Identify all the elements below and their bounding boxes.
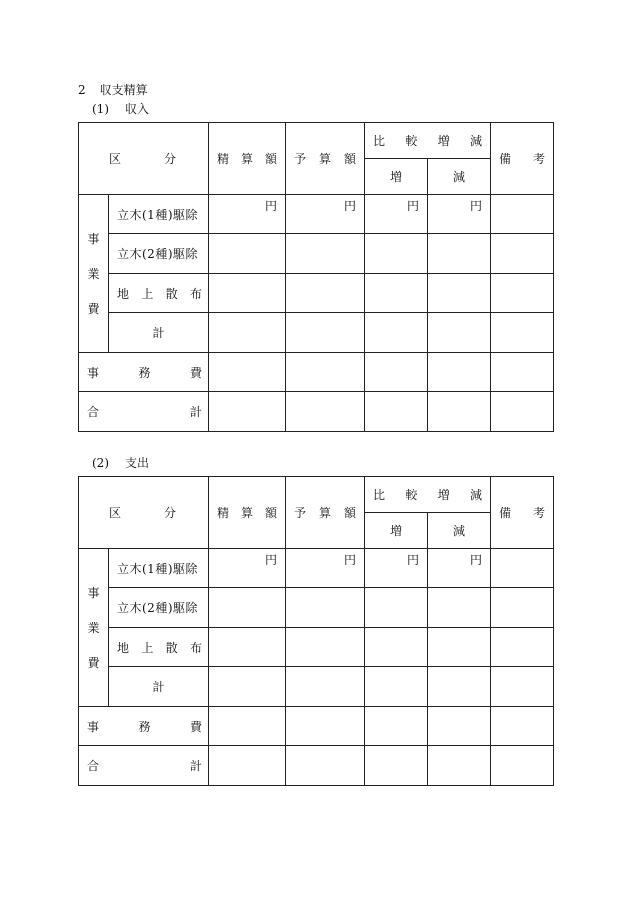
category-jigyouhi: 事 業 費 <box>79 195 109 353</box>
row-label-total: 合 計 <box>79 392 209 432</box>
section-heading <box>78 81 148 98</box>
header-yosan-gaku: 予 算 額 <box>286 477 365 549</box>
row-label-subtotal: 計 <box>109 667 209 707</box>
cell-empty <box>209 234 286 274</box>
header-seisan-gaku: 精 算 額 <box>209 123 286 195</box>
cell-empty <box>286 353 365 392</box>
row-label-total: 合 計 <box>79 746 209 786</box>
cell-empty <box>428 628 491 667</box>
row-label-item3: 地 上 散 布 <box>109 628 209 667</box>
cell-empty <box>428 392 491 432</box>
header-gen: 減 <box>428 513 491 549</box>
header-seisan-gaku: 精 算 額 <box>209 477 286 549</box>
heading-title: 収支精算 <box>99 83 148 97</box>
subsection-number: (2) <box>92 456 109 470</box>
cell-empty <box>365 353 428 392</box>
header-zou: 増 <box>365 513 428 549</box>
cell-empty <box>365 274 428 313</box>
row-label-jimuhi: 事 務 費 <box>79 707 209 746</box>
cell-empty <box>209 667 286 707</box>
cell-empty <box>491 707 554 746</box>
cell-empty <box>286 274 365 313</box>
cell-empty <box>209 313 286 353</box>
cell-empty <box>209 746 286 786</box>
row-label-item1: 立木(1種)駆除 <box>109 195 209 234</box>
yen-unit: 円 <box>428 549 491 588</box>
cell-empty <box>286 234 365 274</box>
income-table <box>78 122 554 432</box>
cell-empty <box>428 667 491 707</box>
cell-empty <box>491 313 554 353</box>
subsection-title: 収入 <box>125 102 150 116</box>
cell-empty <box>428 313 491 353</box>
subsection-expense-heading <box>92 454 149 471</box>
cell-empty <box>365 628 428 667</box>
cell-empty <box>491 353 554 392</box>
header-gen: 減 <box>428 159 491 195</box>
cell-empty <box>428 588 491 628</box>
cell-empty <box>491 234 554 274</box>
header-zou: 増 <box>365 159 428 195</box>
category-jigyouhi: 事 業 費 <box>79 549 109 707</box>
header-hikaku-zougen: 比 較 増 減 <box>365 123 491 159</box>
header-kubun: 区 分 <box>79 123 209 195</box>
header-biko: 備 考 <box>491 477 554 549</box>
yen-unit: 円 <box>286 195 365 234</box>
subsection-income-heading <box>92 100 149 117</box>
row-label-item1: 立木(1種)駆除 <box>109 549 209 588</box>
cell-empty <box>428 234 491 274</box>
yen-unit: 円 <box>365 549 428 588</box>
cell-empty <box>209 628 286 667</box>
cell-empty <box>491 588 554 628</box>
cell-empty <box>491 667 554 707</box>
header-kubun: 区 分 <box>79 477 209 549</box>
cell-empty <box>491 392 554 432</box>
header-yosan-gaku: 予 算 額 <box>286 123 365 195</box>
cell-empty <box>491 195 554 234</box>
cell-empty <box>491 628 554 667</box>
cell-empty <box>365 392 428 432</box>
yen-unit: 円 <box>209 549 286 588</box>
cell-empty <box>365 234 428 274</box>
row-label-item2: 立木(2種)駆除 <box>109 234 209 274</box>
cell-empty <box>286 392 365 432</box>
cell-empty <box>491 746 554 786</box>
cell-empty <box>286 588 365 628</box>
row-label-item3: 地 上 散 布 <box>109 274 209 313</box>
yen-unit: 円 <box>209 195 286 234</box>
cell-empty <box>491 549 554 588</box>
cell-empty <box>209 274 286 313</box>
cell-empty <box>209 392 286 432</box>
cell-empty <box>428 746 491 786</box>
header-biko: 備 考 <box>491 123 554 195</box>
cell-empty <box>209 588 286 628</box>
cell-empty <box>428 274 491 313</box>
row-label-subtotal: 計 <box>109 313 209 353</box>
yen-unit: 円 <box>365 195 428 234</box>
cell-empty <box>365 313 428 353</box>
cell-empty <box>286 667 365 707</box>
cell-empty <box>209 707 286 746</box>
subsection-title: 支出 <box>125 456 150 470</box>
yen-unit: 円 <box>286 549 365 588</box>
header-hikaku-zougen: 比 較 増 減 <box>365 477 491 513</box>
subsection-number: (1) <box>92 102 109 116</box>
heading-number: 2 <box>78 83 86 97</box>
cell-empty <box>286 313 365 353</box>
cell-empty <box>286 628 365 667</box>
cell-empty <box>428 353 491 392</box>
expense-table <box>78 476 554 786</box>
yen-unit: 円 <box>428 195 491 234</box>
cell-empty <box>365 588 428 628</box>
cell-empty <box>209 353 286 392</box>
cell-empty <box>365 667 428 707</box>
row-label-item2: 立木(2種)駆除 <box>109 588 209 628</box>
cell-empty <box>491 274 554 313</box>
cell-empty <box>365 746 428 786</box>
cell-empty <box>428 707 491 746</box>
cell-empty <box>365 707 428 746</box>
cell-empty <box>286 746 365 786</box>
cell-empty <box>286 707 365 746</box>
row-label-jimuhi: 事 務 費 <box>79 353 209 392</box>
